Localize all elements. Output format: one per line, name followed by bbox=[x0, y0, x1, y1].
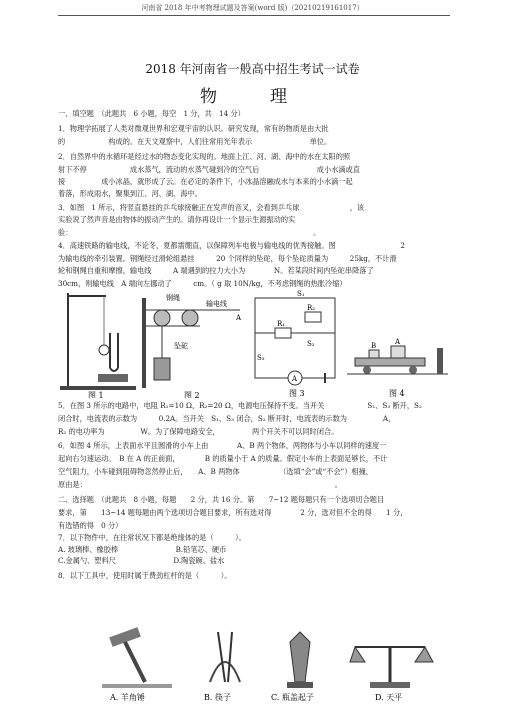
fig4-label-a: A bbox=[395, 338, 401, 346]
text-line: 5．在图 3 所示的电路中，电阻 R₁=10 Ω，R₂=20 Ω，电源电压保持不变。当开关 S₁、S₃ 断开，S₂ bbox=[58, 401, 422, 410]
text-line: 6．如图 4 所示，上表面水平且圆滑的小车上由 A、B 两个物体，两物体与小车以同样的速度一 bbox=[58, 441, 387, 450]
text-line: 3．如图 1 所示，将竖直悬挂的乒乓球接触正在发声的音叉，会看到乒乓球 ，该 bbox=[58, 203, 365, 212]
text-line: 闭合时，电流表的示数为 0.2A。当开关 S₁、S₃ 闭合，S₂ 断开时，电流表的示数为 A， bbox=[58, 414, 396, 423]
fig3-r2: R₂ bbox=[307, 304, 316, 312]
text-line: 一、填空题 （此题共 6 小题，每空 1 分，共 14 分） bbox=[58, 109, 245, 118]
text-line: 为输电线的牵引装置。钢绳经过滑轮组悬挂 20 个同样的坠砣，每个坠砣质量为 25kg，不计滑 bbox=[58, 254, 397, 263]
text-line: 原由是： 。 bbox=[58, 480, 342, 489]
text-line: 空气阻力，小车碰到阻碍物忽然停止后， A、B 两物体 （选填“会”或“不会”）相撞， bbox=[58, 467, 373, 476]
tool-a-label: A. 羊角锤 bbox=[110, 693, 145, 702]
text-line: 8．以下工具中，使用时属于费劲杠杆的是（ ）。 bbox=[58, 571, 232, 580]
tool-a bbox=[100, 622, 180, 706]
text-line: 7．以下物件中，在往常状况下都是绝缘体的是（ ）。 bbox=[58, 533, 246, 542]
text-line: 接 成小冰晶，就形成了云。在必定的条件下，小冰晶溶融成水与本来的小水滴一起 bbox=[58, 177, 353, 186]
tool-c-label: C. 瓶盖起子 bbox=[271, 693, 314, 702]
text-line: 着落，形成雨水，聚集到江、河、湖、海中。 bbox=[58, 189, 202, 198]
text-line: R₂ 的电功率为 W。为了保障电路安全， 两个开关不可以同时闭合。 bbox=[58, 427, 339, 436]
text-line: 起向右匀速运动。 B 在 A 的正前面， B 的质量小于 A 的质量。假定小车的上表面足够长，不计 bbox=[58, 454, 388, 463]
text-line: 30cm，则输电线 A 端向左挪动了 cm。（ g 取 10N/kg，不考虑钢绳的热胀冷缩） bbox=[58, 279, 347, 288]
header-rule bbox=[58, 15, 450, 16]
fig3-ammeter: A bbox=[292, 375, 298, 383]
text-line: 的 构成的。在天文观察中，人们往常用光年表示 单位。 bbox=[58, 137, 332, 146]
fig3-r1: R₁ bbox=[277, 320, 286, 328]
fig3-s1: S₁ bbox=[297, 290, 305, 298]
figure-2 bbox=[140, 288, 245, 398]
text-line: 轮和钢绳自重和摩擦，输电线 A 端遇到的拉力大小为 N。若某段时间内坠砣串降落了 bbox=[58, 266, 374, 275]
figure-2-caption: 图 2 bbox=[184, 391, 200, 398]
text-line: 验： 。 bbox=[58, 228, 321, 237]
tool-c bbox=[265, 622, 345, 706]
fig2-label-weight: 坠砣 bbox=[174, 342, 188, 350]
text-line: 有选错的得 0 分） bbox=[58, 521, 123, 530]
text-line: 4．高速铁路的输电线，不论冬，夏都需绷直，以保障列车电极与输电线的优秀接触。图 2 bbox=[58, 241, 405, 250]
figure-1 bbox=[58, 288, 138, 398]
fig2-label-rope: 钢绳 bbox=[166, 294, 180, 302]
tool-d bbox=[345, 622, 435, 706]
text-line: 要求，第 13~14 题每题由两个选项切合题目要求，所有选对得 2 分，选对但不全的得 1 分， bbox=[58, 508, 408, 517]
text-line: 射下不停 成水蒸气，流动的水蒸气碰到冷的空气后 成小水滴或直 bbox=[58, 165, 360, 174]
fig2-label-a: A bbox=[236, 314, 242, 322]
figure-4-caption: 图 4 bbox=[389, 389, 405, 398]
text-line: A. 玻璃棒、橡胶棒 B.铅笔芯、硬币 bbox=[58, 545, 227, 554]
exam-title: 2018 年河南省一般高中招生考试一试卷 bbox=[145, 62, 360, 76]
fig2-label-wire: 输电线 bbox=[206, 300, 227, 308]
fig4-label-b: B bbox=[371, 342, 377, 350]
text-line: 实验说了然声音是由物体的振动产生的。请你再设计一个显示生源振动的实 bbox=[58, 215, 296, 224]
text-line: 1．物理学拓展了人类对微观世界和宏观宇宙的认识。研究发现，常有的物质是由大批 bbox=[58, 124, 329, 133]
subject-title: 物 理 bbox=[200, 87, 305, 107]
figure-1-caption: 图 1 bbox=[88, 391, 104, 398]
fig3-s3: S₃ bbox=[257, 354, 265, 362]
text-line: 2．自然界中的水循环是经过水的物态变化实现的。地面上江、河、湖、海中的水在太阳的照 bbox=[58, 152, 351, 161]
tool-d-label: D. 天平 bbox=[375, 693, 403, 702]
text-line: 二、选择题 （此题共 8 小题，每题 2 分，共 16 分。第 7~12 题每题只有一个选项切合题目 bbox=[58, 495, 385, 504]
fig3-s2: S₂ bbox=[307, 340, 315, 348]
text-line: C.金属勺、塑料尺 D.陶瓷碗、盐水 bbox=[58, 556, 225, 565]
figure-3 bbox=[245, 288, 350, 398]
figure-4 bbox=[345, 288, 450, 398]
figure-3-caption: 图 3 bbox=[289, 389, 305, 398]
tool-b-label: B. 筷子 bbox=[204, 693, 231, 702]
document-header: 河南省 2018 年中考物理试题及答案(word 版)（20210219161017） bbox=[141, 4, 364, 12]
tool-b bbox=[190, 622, 260, 706]
